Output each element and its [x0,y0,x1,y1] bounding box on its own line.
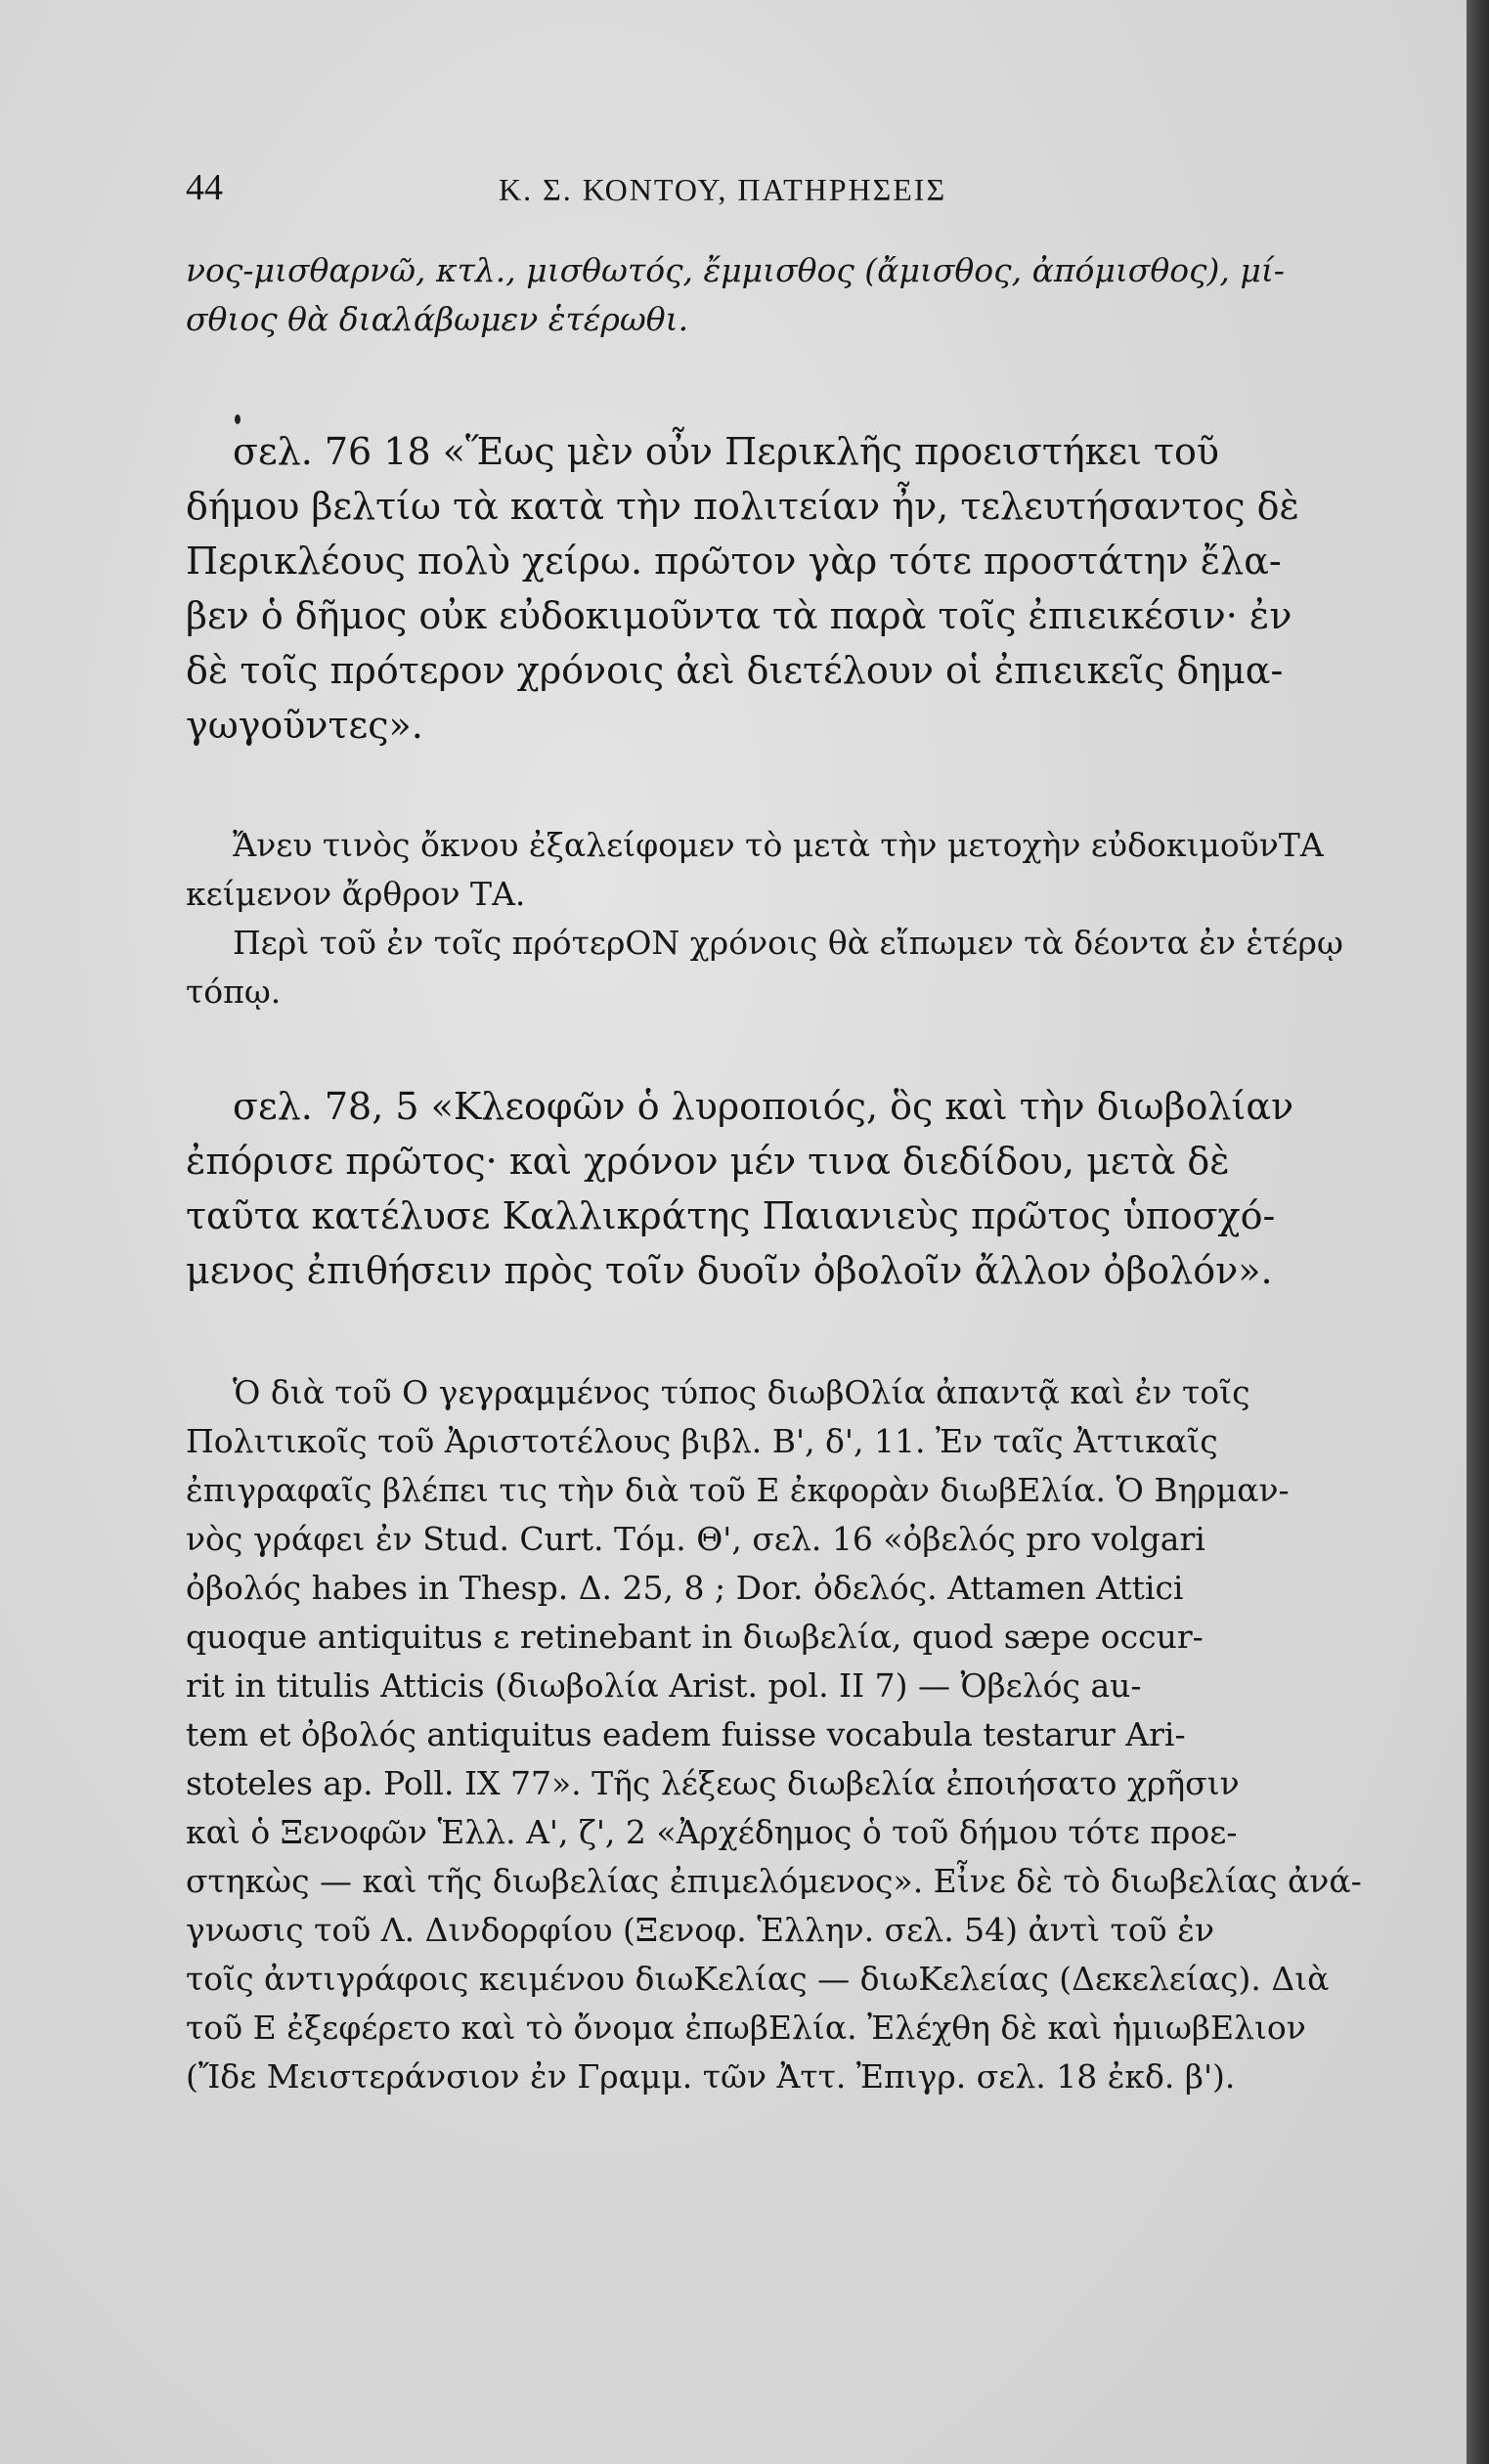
text-line: (Ἴδε Μειστεράνσιον ἐν Γραμμ. τῶν Ἀττ. Ἐπιγρ. σελ. 18 ἐκδ. β'). [186,2057,1236,2096]
text-line: τοῖς ἀντιγράφοις κειμένου διωΚελίας — διωΚελείας (Δεκελείας). Διὰ [186,1960,1330,1998]
text-line: stoteles ap. Poll. IX 77». Τῆς λέξεως διωβελία ἐποιήσατο χρῆσιν [186,1764,1240,1802]
text-line: Πολιτικοῖς τοῦ Ἀριστοτέλους βιβλ. Β', δ', 11. Ἐν ταῖς Ἀττικαῖς [186,1422,1218,1460]
text-line: κείμενον ἄρθρον ΤΑ. [186,875,526,913]
text-line: ταῦτα κατέλυσε Καλλικράτης Παιανιεὺς πρῶτος ὑποσχό- [186,1194,1276,1237]
print-mark [235,414,241,424]
text-line: στηκὼς — καὶ τῆς διωβελίας ἐπιμελόμενος». Εἶνε δὲ τὸ διωβελίας ἀνά- [186,1862,1362,1900]
text-line: βεν ὁ δῆμος οὐκ εὐδοκιμοῦντα τὰ παρὰ τοῖς ἐπιεικέσιν· ἐν [186,594,1292,637]
text-line: ὀβολός habes in Thesp. Δ. 25, 8 ; Dor. ὀδελός. Attamen Attici [186,1569,1184,1607]
text-line: σελ. 76 18 «Ἕως μὲν οὖν Περικλῆς προειστήκει τοῦ [233,430,1220,473]
text-line: ἐπιγραφαῖς βλέπει τις τὴν διὰ τοῦ Ε ἐκφορὰν διωβΕλία. Ὁ Βηρμαν- [186,1471,1290,1509]
text-line: Περὶ τοῦ ἐν τοῖς πρότερΟΝ χρόνοις θὰ εἴπωμεν τὰ δέοντα ἐν ἑτέρῳ [233,924,1343,962]
text-line: rit in titulis Atticis (διωβολία Arist. pol. II 7) — Ὀβελός au- [186,1666,1142,1705]
text-line: γωγοῦντες». [186,704,423,747]
page-number: 44 [186,167,223,208]
text-line: Περικλέους πολὺ χείρω. πρῶτον γὰρ τότε προστάτην ἔλα- [186,540,1282,583]
text-line: δὲ τοῖς πρότερον χρόνοις ἀεὶ διετέλουν οἱ ἐπιεικεῖς δημα- [186,649,1284,692]
running-head: Κ. Σ. ΚΟΝΤΟΥ, ΠΑΤΗΡΗΣΕΙΣ [499,172,947,207]
text-line: Ὁ διὰ τοῦ Ο γεγραμμένος τύπος διωβΟλία ἀπαντᾷ καὶ ἐν τοῖς [233,1373,1250,1411]
text-line: μενος ἐπιθήσειν πρὸς τοῖν δυοῖν ὀβολοῖν ἄλλον ὀβολόν». [186,1249,1273,1292]
text-line: τόπῳ. [186,973,282,1011]
text-line: σελ. 78, 5 «Κλεοφῶν ὁ λυροποιός, ὃς καὶ τὴν διωβολίαν [233,1085,1294,1128]
text-line: γνωσις τοῦ Λ. Δινδορφίου (Ξενοφ. Ἑλλην. σελ. 54) ἀντὶ τοῦ ἐν [186,1911,1215,1949]
text-line: σθιος θὰ διαλάβωμεν ἑτέρωθι. [186,300,689,338]
quotation-page-76 [186,424,1379,753]
text-line: νος-μισθαρνῶ, κτλ., μισθωτός, ἔμμισθος (ἄμισθος, ἀπόμισθος), μί- [186,251,1285,289]
text-line: νὸς γράφει ἐν Stud. Curt. Τόμ. Θ', σελ. 16 «ὀβελός pro volgari [186,1520,1205,1558]
text-line: καὶ ὁ Ξενοφῶν Ἑλλ. Α', ζ', 2 «Ἀρχέδημος ὁ τοῦ δήμου τότε προε- [186,1813,1238,1851]
text-line: τοῦ Ε ἐξεφέρετο καὶ τὸ ὄνομα ἐπωβΕλία. Ἐλέχθη δὲ καὶ ἡμιωβΕλιον [186,2009,1306,2047]
text-line: δήμου βελτίω τὰ κατὰ τὴν πολιτείαν ἦν, τελευτήσαντος δὲ [186,485,1299,528]
commentary-page-78 [186,1368,1379,2101]
text-line: Ἄνευ τινὸς ὄκνου ἐξαλείφομεν τὸ μετὰ τὴν μετοχὴν εὐδοκιμοῦνΤΑ [233,826,1324,864]
text-line: ἐπόρισε πρῶτος· καὶ χρόνον μέν τινα διεδίδου, μετὰ δὲ [186,1140,1230,1183]
commentary-page-76 [186,821,1379,1016]
paragraph-continuation [186,246,1379,344]
quotation-page-78 [186,1079,1379,1298]
page-header [186,166,1359,225]
text-line: quoque antiquitus ε retinebant in διωβελία, quod sæpe occur- [186,1618,1204,1656]
scan-edge [1467,0,1489,2464]
text-line: tem et ὀβολός antiquitus eadem fuisse vocabula testarur Ari- [186,1715,1186,1753]
